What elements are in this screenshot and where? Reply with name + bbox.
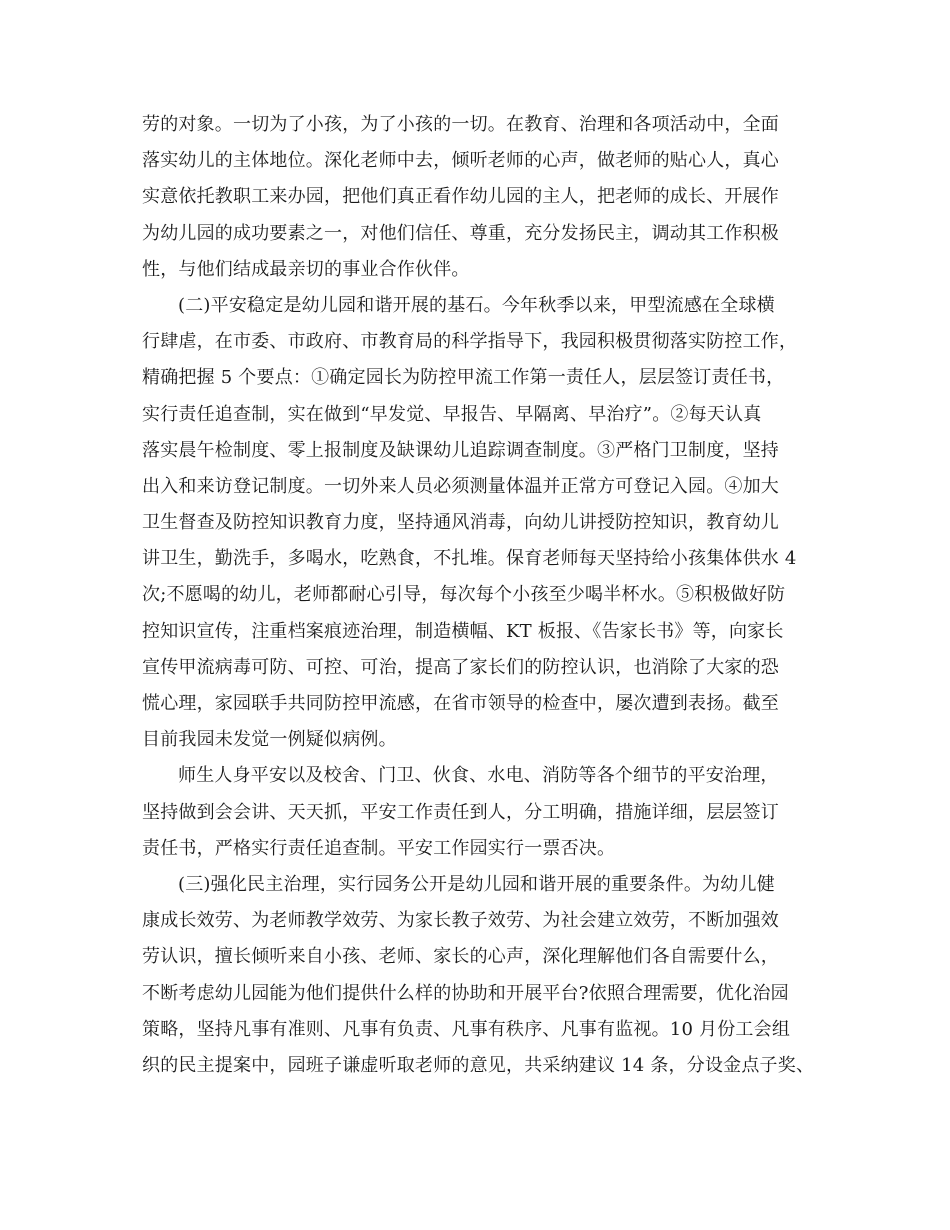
text-line: 次;不愿喝的幼儿，老师都耐心引导，每次每个小孩至少喝半杯水。⑤积极做好防 xyxy=(142,584,786,606)
text-line: 为幼儿园的成功要素之一，对他们信任、尊重，充分发扬民主，调动其工作积极 xyxy=(142,222,779,244)
text-line: 策略，坚持凡事有准则、凡事有负责、凡事有秩序、凡事有监视。10 月份工会组 xyxy=(142,1018,791,1040)
text-line: 坚持做到会会讲、天天抓，平安工作责任到人，分工明确，措施详细，层层签订 xyxy=(142,801,779,823)
text-line: 目前我园未发觉一例疑似病例。 xyxy=(142,729,397,751)
text-line: 康成长效劳、为老师教学效劳、为家长教子效劳、为社会建立效劳，不断加强效 xyxy=(142,910,779,932)
text-line: 讲卫生，勤洗手，多喝水，吃熟食，不扎堆。保育老师每天坚持给小孩集体供水 4 xyxy=(142,548,797,570)
text-line: 织的民主提案中，园班子谦虚听取老师的意见，共采纳建议 14 条，分设金点子奖、 xyxy=(142,1054,815,1076)
text-line: 责任书，严格实行责任追查制。平安工作园实行一票否决。 xyxy=(142,837,616,859)
text-line: 行肆虐，在市委、市政府、市教育局的科学指导下，我园积极贯彻落实防控工作， xyxy=(142,331,798,353)
text-line: 卫生督查及防控知识教育力度，坚持通风消毒，向幼儿讲授防控知识，教育幼儿 xyxy=(142,512,779,534)
text-line: 实行责任追查制，实在做到“早发觉、早报告、早隔离、早治疗”。②每天认真 xyxy=(142,403,762,425)
text-line: 出入和来访登记制度。一切外来人员必须测量体温并正常方可登记入园。④加大 xyxy=(142,475,779,497)
text-line: 慌心理，家园联手共同防控甲流感，在省市领导的检查中，屡次遭到表扬。截至 xyxy=(142,693,779,714)
text-line: 师生人身平安以及校舍、门卫、伙食、水电、消防等各个细节的平安治理， xyxy=(178,765,779,787)
text-line: 宣传甲流病毒可防、可控、可治，提高了家长们的防控认识，也消除了大家的恐 xyxy=(142,656,779,678)
text-line: (三)强化民主治理，实行园务公开是幼儿园和谐开展的重要条件。为幼儿健 xyxy=(178,873,775,895)
text-line: 实意依托教职工来办园，把他们真正看作幼儿园的主人，把老师的成长、开展作 xyxy=(142,186,779,208)
document-body xyxy=(142,107,822,1084)
text-line: 控知识宣传，注重档案痕迹治理，制造横幅、KT 板报、《告家长书》等，向家长 xyxy=(142,620,784,642)
text-line: 精确把握 5 个要点：①确定园长为防控甲流工作第一责任人，层层签订责任书， xyxy=(142,367,785,389)
text-line: 性，与他们结成最亲切的事业合作伙伴。 xyxy=(142,258,470,280)
text-line: 劳的对象。一切为了小孩，为了小孩的一切。在教育、治理和各项活动中，全面 xyxy=(142,114,779,135)
text-line: 落实幼儿的主体地位。深化老师中去，倾听老师的心声，做老师的贴心人，真心 xyxy=(142,150,779,172)
text-line: (二)平安稳定是幼儿园和谐开展的基石。今年秋季以来，甲型流感在全球横 xyxy=(178,294,775,316)
text-line: 不断考虑幼儿园能为他们提供什么样的协助和开展平台?依照合理需要，优化治园 xyxy=(142,982,789,1004)
text-line: 劳认识，擅长倾听来自小孩、老师、家长的心声，深化理解他们各自需要什么， xyxy=(142,946,779,968)
text-line: 落实晨午检制度、零上报制度及缺课幼儿追踪调查制度。③严格门卫制度，坚持 xyxy=(142,439,779,461)
